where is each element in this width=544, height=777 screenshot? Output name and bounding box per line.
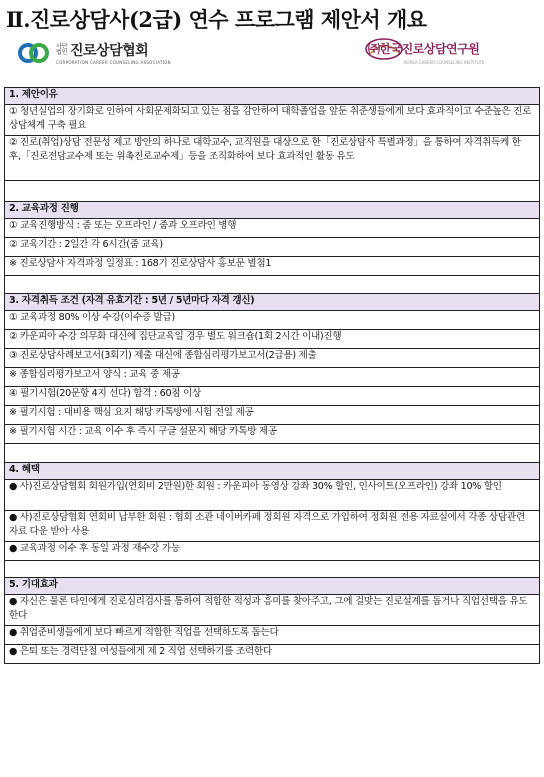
section-row: ② 카운피아 수강 의무화 대신에 집단교육일 경우 별도 워크숍(1회 2시간 이내)진행 bbox=[5, 330, 540, 349]
association-emblem-icon bbox=[18, 42, 50, 64]
section-row: ② 진로(취업)상담 전문성 제고 방안의 하나로 대학교수, 교직원을 대상으로 한「진로상담사 특별과정」을 통하여 자격취득케 한 후,「진로전담교수제 또는 위촉진로교수제」등을 조직화하여 보다 효과적인 활동 유도 bbox=[5, 136, 540, 181]
section-spacer bbox=[5, 276, 540, 294]
section-row: ● 자신은 물론 타인에게 진로심리검사를 통하여 적합한 적성과 흥미를 찾아주고, 그에 걸맞는 진로설계를 돕거나 직업선택을 유도한다 bbox=[5, 595, 540, 626]
section-header-qualification-title: 3. 자격취득 조건 bbox=[9, 295, 79, 306]
institute-name: ㈜한국진로상담연구원 bbox=[368, 42, 480, 56]
section-header-qualification-sub: (자격 유효기간 : 5년 / 5년마다 자격 갱신) bbox=[78, 295, 255, 306]
section-row: ● 교육과정 이수 후 동일 과정 재수강 가능 bbox=[5, 542, 540, 561]
section-row: ● 사)진로상담협회 연회비 납부한 회원 : 협회 소관 네이버카페 정회원 자격으로 가입하여 정회원 전용 자료실에서 각종 상담관련 자료 다운 받아 사용 bbox=[5, 511, 540, 542]
section-header-effects: 5. 기대효과 bbox=[5, 578, 540, 595]
association-name: 진로상담협회 bbox=[70, 43, 149, 59]
section-row: ① 교육진행방식 : 줌 또는 오프라인 / 줌과 오프라인 병행 bbox=[5, 219, 540, 238]
association-tag: 사단법인 bbox=[56, 43, 68, 56]
korea-career-institute-logo bbox=[366, 40, 485, 65]
section-header-reason: 1. 제안이유 bbox=[5, 88, 540, 105]
section-row: ● 은퇴 또는 경력단절 여성들에게 제 2 직업 선택하기를 조력한다 bbox=[5, 645, 540, 664]
section-row: ② 교육기간 : 2일간 각 6시간(줌 교육) bbox=[5, 238, 540, 257]
section-header-process: 2. 교육과정 진행 bbox=[5, 202, 540, 219]
section-row: ※ 필기시험 : 대비용 핵심 요지 해당 카톡방에 시험 전일 제공 bbox=[5, 406, 540, 425]
section-row: ① 교육과정 80% 이상 수강(이수증 발급) bbox=[5, 311, 540, 330]
association-subtitle: CORPORATION CAREER COUNSELING ASSOCIATION bbox=[56, 60, 171, 65]
page-title: Ⅱ.진로상담사(2급) 연수 프로그램 제안서 개요 bbox=[6, 7, 427, 32]
section-row: ※ 종합심리평가보고서 양식 : 교육 중 제공 bbox=[5, 368, 540, 387]
section-row: ● 취업준비생들에게 보다 빠르게 적합한 직업을 선택하도록 돕는다 bbox=[5, 626, 540, 645]
section-spacer bbox=[5, 181, 540, 202]
career-counseling-association-logo bbox=[18, 40, 171, 65]
proposal-table bbox=[4, 87, 540, 664]
section-row: ③ 진로상담사례보고서(3회기) 제출 대신에 종합심리평가보고서(2급용) 제출 bbox=[5, 349, 540, 368]
section-row: ※ 필기시험 시간 : 교육 이수 후 즉시 구글 설문지 해당 카톡방 제공 bbox=[5, 425, 540, 444]
section-spacer bbox=[5, 561, 540, 578]
section-spacer bbox=[5, 444, 540, 463]
section-row: ④ 필기시험(20문항 4지 선다) 합격 : 60점 이상 bbox=[5, 387, 540, 406]
section-row: ● 사)진로상담협회 회원가입(연회비 2만원)한 회원 : 카운피아 동영상 강좌 30% 할인, 인사이트(오프라인) 강좌 10% 할인 bbox=[5, 480, 540, 511]
section-header-benefits: 4. 혜택 bbox=[5, 463, 540, 480]
section-row: ① 청년실업의 장기화로 인하여 사회문제화되고 있는 점을 감안하여 대학졸업을 앞둔 취준생들에게 보다 효과적이고 수준높은 진로상담체계 구축 필요 bbox=[5, 105, 540, 136]
section-row: ※ 진로상담사 자격과정 일정표 : 168기 진로상담사 홍보문 별첨1 bbox=[5, 257, 540, 276]
section-header-qualification bbox=[5, 294, 540, 311]
institute-subtitle: KOREA CAREER COUNSELING INSTITUTE bbox=[404, 60, 485, 65]
